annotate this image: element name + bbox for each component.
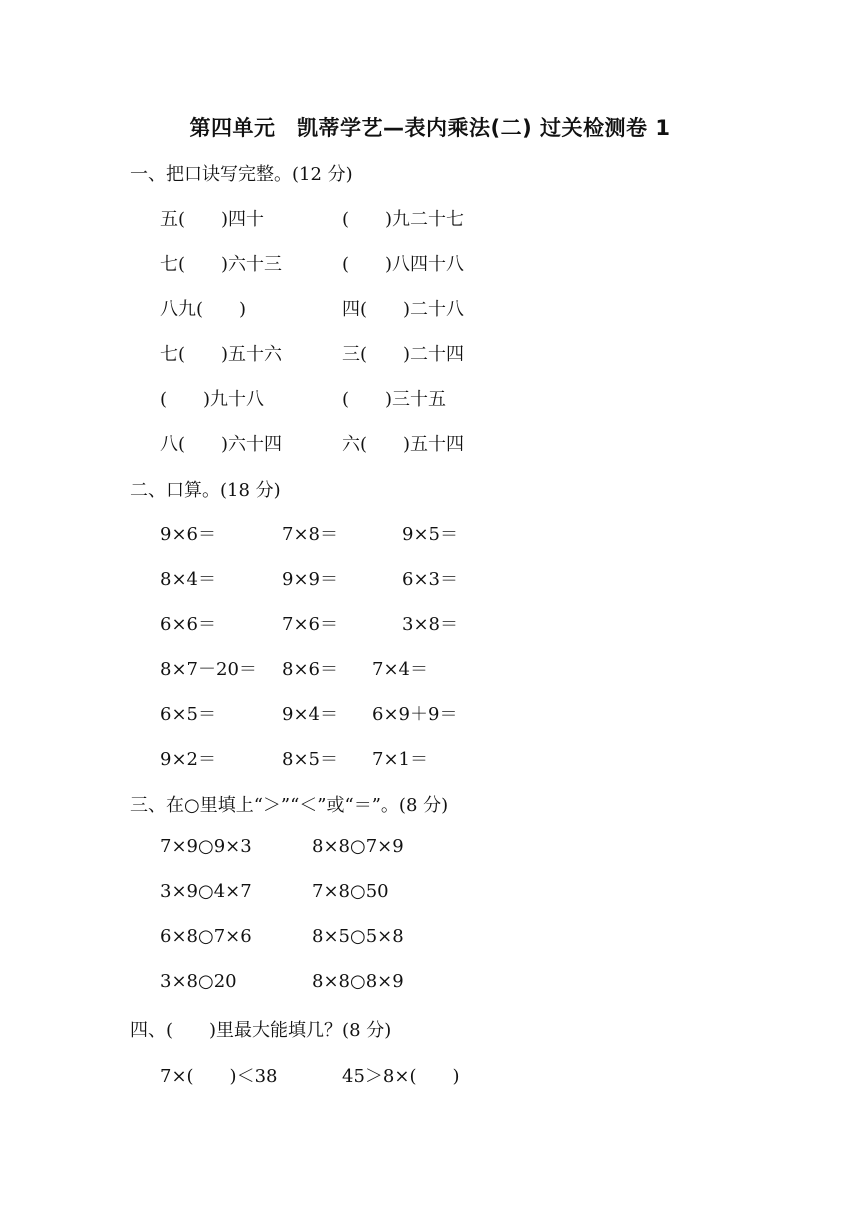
rhyme-item: 七( )六十三 — [160, 254, 283, 275]
compare-item: 8×5○5×8 — [312, 926, 404, 947]
math-item: 7×4＝ — [372, 659, 428, 680]
compare-item: 3×9○4×7 — [160, 881, 252, 902]
section-heading: 四、( )里最大能填几？(8 分) — [130, 1020, 392, 1041]
math-item: 9×2＝ — [160, 749, 216, 770]
compare-item: 3×8○20 — [160, 971, 237, 992]
rhyme-item: 三( )二十四 — [342, 344, 465, 365]
math-item: 6×5＝ — [160, 704, 216, 725]
math-item: 8×7－20＝ — [160, 659, 257, 680]
math-item: 9×5＝ — [402, 524, 458, 545]
math-item: 6×9＋9＝ — [372, 704, 458, 725]
compare-item: 6×8○7×6 — [160, 926, 252, 947]
section-heading: 三、在○里填上“＞”“＜”或“＝”。(8 分) — [130, 795, 449, 816]
compare-item: 8×8○8×9 — [312, 971, 404, 992]
math-item: 7×1＝ — [372, 749, 428, 770]
math-item: 6×6＝ — [160, 614, 216, 635]
rhyme-item: 五( )四十 — [160, 209, 265, 230]
rhyme-item: ( )八四十八 — [342, 254, 465, 275]
math-item: 8×5＝ — [282, 749, 338, 770]
rhyme-item: 七( )五十六 — [160, 344, 283, 365]
section-heading: 一、把口诀写完整。(12 分) — [130, 164, 353, 185]
math-item: 3×8＝ — [402, 614, 458, 635]
math-item: 9×4＝ — [282, 704, 338, 725]
inequality-item: 7×( )＜38 — [160, 1066, 278, 1087]
rhyme-item: 八( )六十四 — [160, 434, 283, 455]
math-item: 8×4＝ — [160, 569, 216, 590]
math-item: 7×6＝ — [282, 614, 338, 635]
math-item: 6×3＝ — [402, 569, 458, 590]
rhyme-item: 四( )二十八 — [342, 299, 465, 320]
math-item: 9×6＝ — [160, 524, 216, 545]
page-title: 第四单元 凯蒂学艺—表内乘法(二) 过关检测卷 1 — [189, 116, 671, 140]
rhyme-item: ( )三十五 — [342, 389, 447, 410]
math-item: 9×9＝ — [282, 569, 338, 590]
rhyme-item: 八九( ) — [160, 299, 247, 320]
compare-item: 7×9○9×3 — [160, 836, 252, 857]
compare-item: 7×8○50 — [312, 881, 389, 902]
rhyme-item: 六( )五十四 — [342, 434, 465, 455]
rhyme-item: ( )九十八 — [160, 389, 265, 410]
section-heading: 二、口算。(18 分) — [130, 480, 281, 501]
math-item: 7×8＝ — [282, 524, 338, 545]
inequality-item: 45＞8×( ) — [342, 1066, 460, 1087]
compare-item: 8×8○7×9 — [312, 836, 404, 857]
math-item: 8×6＝ — [282, 659, 338, 680]
rhyme-item: ( )九二十七 — [342, 209, 465, 230]
